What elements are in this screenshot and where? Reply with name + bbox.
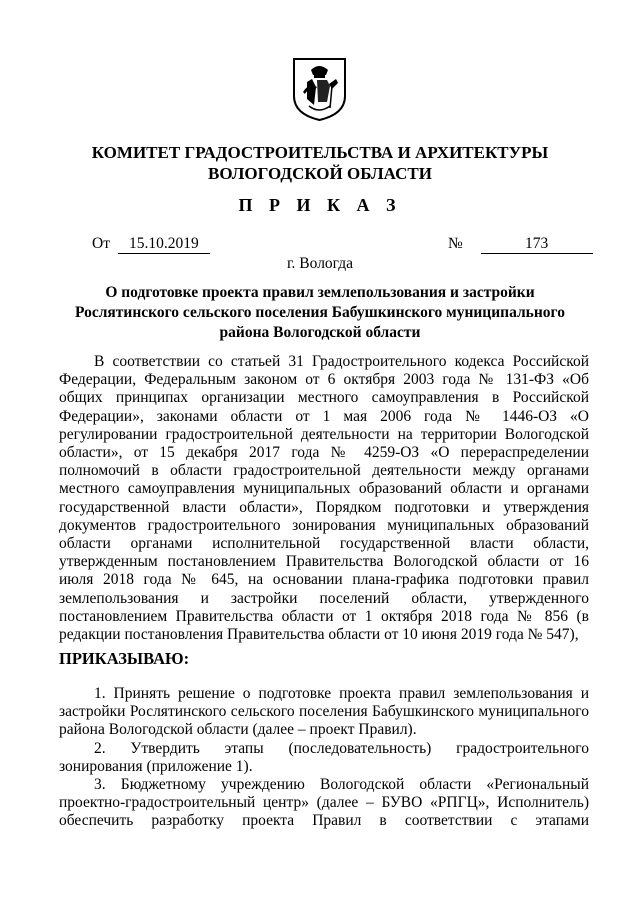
order-item-3: 3. Бюджетному учреждению Вологодской области «Региональный проектно-градостроительный центр» (далее – БУВО «РПГЦ», Исполнитель) обеспечить разработку проекта Правил в соответствии с этапами [59,776,589,830]
preamble-text: В соответствии со статьей 31 Градостроительного кодекса Российской Федерации, Федеральным законом от 6 октября 2003 года № 131-ФЗ «Об общих принципах организации местного самоуправления в Российской Федерации», законами области от 1 мая 2006 года № 1446-ОЗ «О регулировании градостроительной деятельности на территории Вологодской области», от 15 декабря 2017 года № 4259-ОЗ «О перераспределении полномочий в области градостроительной деятельности между органами местного самоуправления муниципальных образований области и органами государственной власти области», Порядком подготовки и утверждения документов градостроительного зонирования муниципальных образований области органами исполнительной государственной власти области, утвержденным постановлением Правительства Вологодской области от 16 июля 2018 года № 645, на основании плана-графика подготовки правил землепользования и застройки поселений области, утвержденного постановлением Правительства области от 1 октября 2018 года № 856 (в редакции постановления Правительства области от 10 июня 2019 года № 547), [59,353,589,644]
organization-name [0,142,640,184]
preamble [59,353,589,644]
document-date: 15.10.2019 [118,235,210,254]
document-number: 173 [481,235,593,254]
number-line [448,235,593,254]
order-item-1: 1. Принять решение о подготовке проекта правил землепользования и застройки Рослятинского сельского поселения Бабушкинского муниципального района Вологодской области (далее – проект Правил). [59,685,589,739]
city: г. Вологда [286,255,354,272]
date-line [92,235,210,254]
order-items [59,685,589,831]
document-subject: О подготовке проекта правил землепользования и застройки Рослятинского сельского поселения Бабушкинского муниципального района Вологодской области [75,284,565,341]
order-heading: ПРИКАЗЫВАЮ: [59,649,190,668]
order-item-2: 2. Утвердить этапы (последовательность) градостроительного зонирования (приложение 1). [59,739,589,775]
number-prefix: № [448,235,463,252]
date-prefix: От [92,235,110,252]
document-type: П Р И К А З [238,195,402,215]
coat-of-arms-icon [291,56,348,122]
organization-line-1: КОМИТЕТ ГРАДОСТРОИТЕЛЬСТВА И АРХИТЕКТУРЫ [91,143,549,162]
organization-line-2: ВОЛОГОДСКОЙ ОБЛАСТИ [208,164,432,183]
